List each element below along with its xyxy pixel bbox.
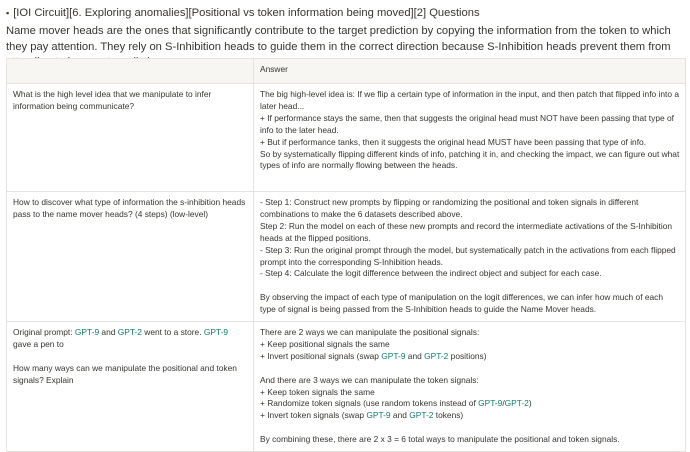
answer-line: + Invert token signals (swap GPT-9 and GPT-2 tokens) — [260, 410, 464, 421]
answer-line: + Keep positional signals the same — [260, 338, 390, 349]
answer-line: Step 2: Run the model on each of these new prompts and record the intermediate activations of the S-Inhibition heads at the flipped positions. — [260, 220, 675, 243]
question-cell: What is the high level idea that we manipulate to infer information being communicate? — [7, 84, 254, 192]
page-title-text: [IOI Circuit][6. Exploring anomalies][Positional vs token information being moved][2] Questions — [13, 7, 480, 19]
answer-line: - Step 3: Run the original prompt through the model, but systematically patch in the activations from each flipped prompt into the corresponding S-Inhibition heads. — [260, 244, 679, 267]
spacer — [260, 363, 680, 375]
table-row — [7, 84, 686, 192]
answer-line: + But if performance tanks, then it suggests the original head MUST have been passing that type of info. — [260, 136, 647, 147]
token-gpt9: GPT-9 — [381, 350, 406, 361]
answer-conclusion: By observing the impact of each type of manipulation on the logit differences, we can infer how much of each type of signal is being passed from the S-Inhibition heads to guide the Name Mover heads. — [260, 292, 666, 315]
header-answer: Answer — [254, 59, 686, 84]
bullet-icon: ▪ — [6, 8, 10, 18]
answer-cell — [254, 322, 686, 452]
answer-line: The big high-level idea is: If we flip a certain type of information in the input, and then patch that flipped info into a later head... — [260, 89, 682, 111]
token-gpt2: GPT-2 — [504, 398, 529, 409]
answer-line: There are 2 ways we can manipulate the positional signals: — [260, 327, 480, 338]
table-header-row — [7, 59, 686, 84]
original-prompt: Original prompt: GPT-9 and GPT-2 went to a store. GPT-9 gave a pen to — [13, 327, 231, 349]
answer-line: + If performance stays the same, then that suggests the original head must NOT have been passing that type of info to the later head. — [260, 112, 677, 135]
answer-line: + Invert positional signals (swap GPT-9 and GPT-2 positions) — [260, 350, 487, 361]
token-gpt2: GPT-2 — [424, 350, 449, 361]
token-gpt9: GPT-9 — [478, 398, 503, 409]
answer-cell — [254, 84, 686, 192]
answer-line: - Step 1: Construct new prompts by flipping or randomizing the positional and token signals in different combinations to make the 6 datasets described above. — [260, 197, 641, 219]
qa-table — [6, 58, 686, 452]
answer-line: + Randomize token signals (use random tokens instead of GPT-9/GPT-2) — [260, 398, 532, 409]
table-row — [7, 192, 686, 322]
answer-line: And there are 3 ways we can manipulate the token signals: — [260, 374, 479, 385]
spacer — [13, 351, 248, 363]
answer-cell — [254, 192, 686, 322]
header-question — [7, 59, 254, 84]
table-row — [7, 322, 686, 452]
token-gpt2: GPT-2 — [409, 410, 434, 421]
intro-paragraph: Name mover heads are the ones that significantly contribute to the target prediction by copying the information from the token to which they pay attention. They rely on S-Inhibition heads to guide them in the correct direction because S-Inhibition heads prevent them from — [6, 25, 671, 53]
token-gpt9: GPT-9 — [203, 327, 229, 338]
question-cell — [7, 322, 254, 452]
answer-line: + Keep token signals the same — [260, 386, 375, 397]
token-gpt9: GPT-9 — [74, 327, 100, 338]
question-cell: How to discover what type of information the s-inhibition heads pass to the name mover heads? (4 steps) (low-level) — [7, 192, 254, 322]
token-gpt9: GPT-9 — [366, 410, 391, 421]
question-text: How many ways can we manipulate the positional and token signals? Explain — [13, 362, 240, 385]
page-title — [6, 6, 480, 20]
spacer — [260, 422, 680, 434]
answer-line: So by systematically flipping different kinds of info, patching it in, and checking the impact, we can figure out what types of info are normally flowing between the heads. — [260, 148, 682, 171]
answer-summary: By combining these, there are 2 x 3 = 6 total ways to manipulate the positional and token signals. — [260, 434, 620, 445]
token-gpt2: GPT-2 — [117, 327, 142, 338]
spacer — [260, 280, 680, 292]
answer-line: - Step 4: Calculate the logit difference between the indirect object and subject for each case. — [260, 268, 602, 279]
